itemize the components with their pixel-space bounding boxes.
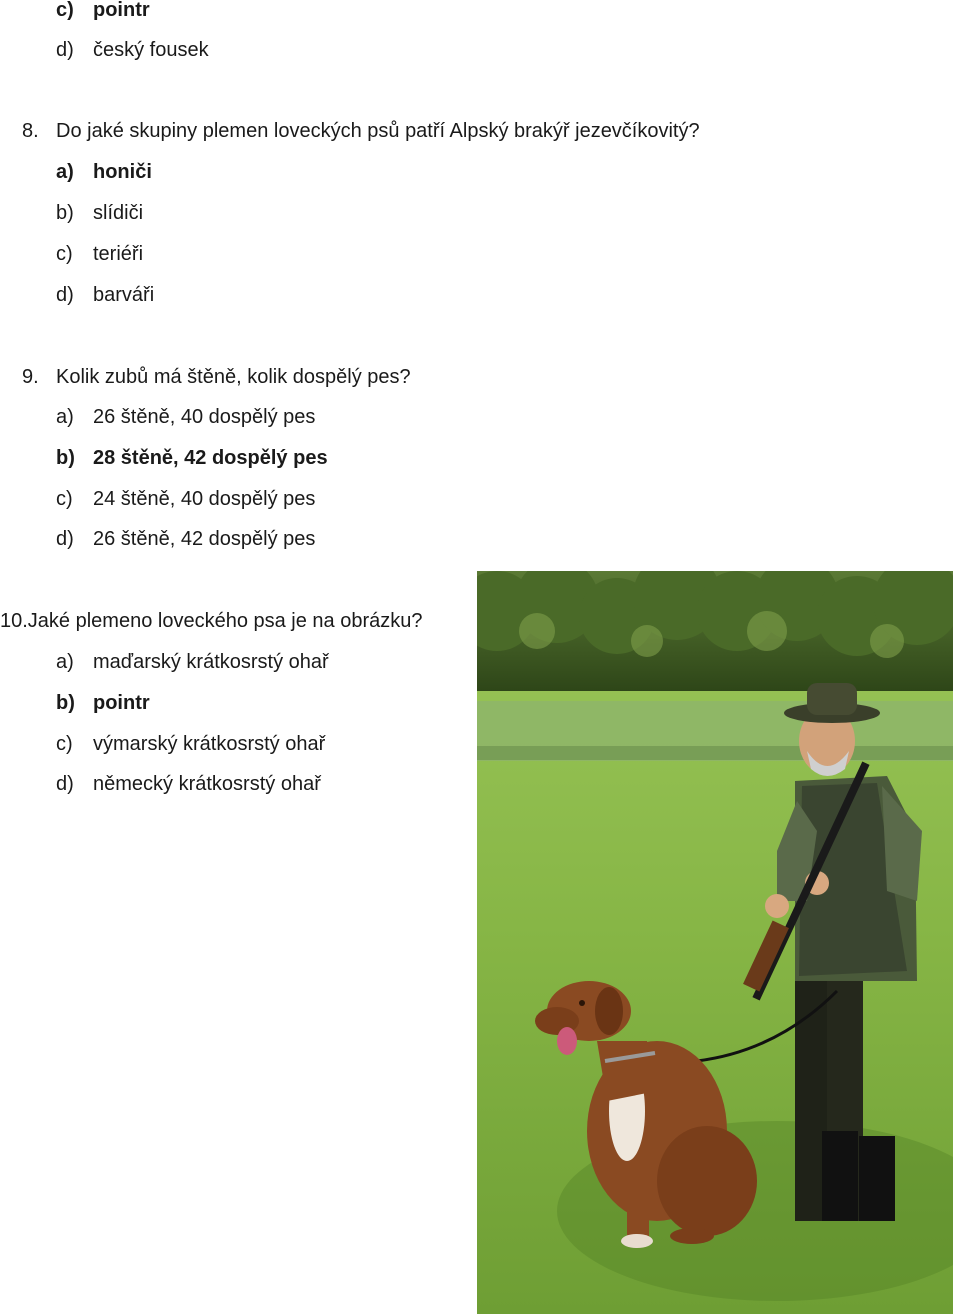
q9-question xyxy=(0,365,700,389)
option-letter: b) xyxy=(56,447,75,469)
option-letter: c) xyxy=(56,488,73,510)
hunter-with-dog-photo xyxy=(477,571,953,1314)
option-text: 24 štěně, 40 dospělý pes xyxy=(93,488,316,510)
q7-option-d xyxy=(0,38,400,62)
option-letter: c) xyxy=(56,0,74,21)
option-text: 26 štěně, 40 dospělý pes xyxy=(93,406,316,428)
option-letter: c) xyxy=(56,733,73,755)
q8-option-d xyxy=(0,283,400,307)
question-text: Do jaké skupiny plemen loveckých psů patří Alpský brakýř jezevčíkovitý? xyxy=(56,120,700,142)
question-text: Kolik zubů má štěně, kolik dospělý pes? xyxy=(56,366,411,388)
q8-option-c xyxy=(0,242,400,266)
q10-option-a xyxy=(0,650,440,674)
q10-question: 10.Jaké plemeno loveckého psa je na obrázku? xyxy=(0,610,423,632)
option-letter: a) xyxy=(56,406,74,428)
q8-question xyxy=(0,119,900,143)
q10-option-c xyxy=(0,732,440,756)
option-letter: a) xyxy=(56,161,74,183)
option-text: slídiči xyxy=(93,202,144,224)
option-text: maďarský krátkosrstý ohař xyxy=(93,651,329,673)
option-text: pointr xyxy=(93,0,150,21)
q10-option-b xyxy=(0,691,440,715)
q9-option-b xyxy=(0,446,440,470)
option-letter: d) xyxy=(56,39,74,61)
option-letter: b) xyxy=(56,202,74,224)
q7-option-c xyxy=(0,0,400,22)
reed-strip-dark xyxy=(477,746,953,760)
option-letter: c) xyxy=(56,243,73,265)
option-text: teriéři xyxy=(93,243,144,265)
option-letter: a) xyxy=(56,651,74,673)
q10-option-d xyxy=(0,772,440,796)
q8-option-b xyxy=(0,201,400,225)
option-letter: d) xyxy=(56,773,74,795)
question-number: 9. xyxy=(22,366,39,388)
q8-option-a xyxy=(0,160,400,184)
option-letter: d) xyxy=(56,284,74,306)
option-text: výmarský krátkosrstý ohař xyxy=(93,733,326,755)
option-letter: b) xyxy=(56,692,75,714)
option-text: německý krátkosrstý ohař xyxy=(93,773,321,795)
option-text: pointr xyxy=(93,692,150,714)
q9-option-d xyxy=(0,527,440,551)
q9-option-a xyxy=(0,405,440,429)
option-text: 26 štěně, 42 dospělý pes xyxy=(93,528,316,550)
option-letter: d) xyxy=(56,528,74,550)
option-text: barváři xyxy=(93,284,155,306)
question-number: 8. xyxy=(22,120,39,142)
photo-illustration xyxy=(477,571,953,1314)
option-text: honiči xyxy=(93,161,152,183)
q9-option-c xyxy=(0,487,440,511)
option-text: český fousek xyxy=(93,39,209,61)
option-text: 28 štěně, 42 dospělý pes xyxy=(93,447,328,469)
